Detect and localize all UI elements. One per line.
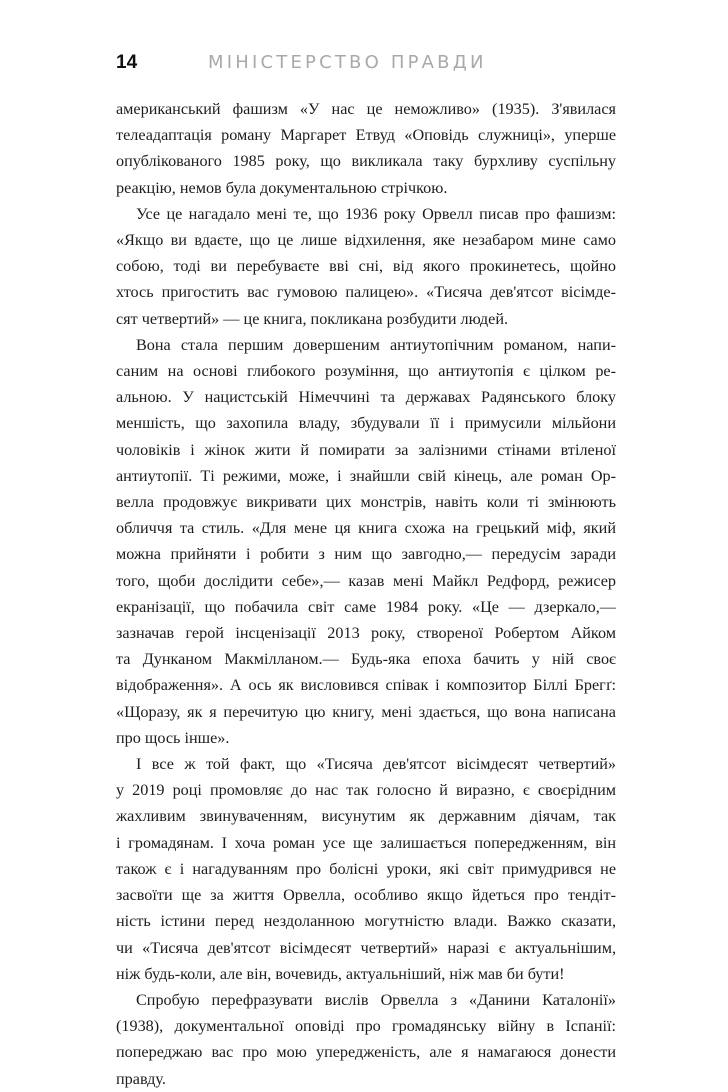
text-line: жахливим звинуваченням, висунутим як державним діячам, так xyxy=(116,807,616,826)
text-line: «Якщо ви вдаєте, що це лише відхилення, яке незабаром мине само xyxy=(116,231,616,250)
text-line: можна прийняти і робити з ним що завгодно,— передусім заради xyxy=(116,545,616,564)
text-line: попереджаю вас про мою упередженість, але я намагаюся донести xyxy=(116,1043,616,1062)
text-line: велла продовжує викривати цих монстрів, навіть коли ті змінюють xyxy=(116,493,616,512)
text-line: обличчя та стиль. «Для мене ця книга схожа на грецький міф, який xyxy=(116,519,616,538)
text-line: відображення». А ось як висловився співак і композитор Біллі Брегґ: xyxy=(116,676,616,695)
text-line: про щось інше». xyxy=(116,728,230,747)
text-line: Усе це нагадало мені те, що 1936 року Орвелл писав про фашизм: xyxy=(136,204,616,223)
text-line: ність істини перед нездоланною могутністю влади. Важко сказати, xyxy=(116,912,616,931)
text-line: «Щоразу, як я перечитую цю книгу, мені здається, що вона написана xyxy=(116,702,616,721)
text-line: реакцію, немов була документальною стрічкою. xyxy=(116,178,448,197)
text-line: І все ж той факт, що «Тисяча дев'ятсот вісімдесят четвертий» xyxy=(136,755,616,774)
text-line: саним на основі глибокого розуміння, що антиутопія є цілком ре- xyxy=(116,362,616,381)
text-line: і громадянам. І хоча роман усе ще залишається попередженням, він xyxy=(116,833,616,852)
running-title: МІНІСТЕРСТВО ПРАВДИ xyxy=(208,52,487,73)
body-text xyxy=(116,96,616,1092)
running-header xyxy=(116,52,616,74)
text-line: також є і нагадуванням про болісні уроки, які світ примудрився не xyxy=(116,859,616,878)
text-line: телеадаптація роману Маргарет Етвуд «Оповідь служниці», уперше xyxy=(116,126,616,145)
paragraph xyxy=(116,332,616,751)
text-line: хтось пригостить вас гумовою палицею». «Тисяча дев'ятсот вісімде- xyxy=(116,283,616,302)
text-line: чи «Тисяча дев'ятсот вісімдесят четвертий» наразі є актуальнішим, xyxy=(116,938,616,957)
text-line: сят четвертий» — це книга, покликана розбудити людей. xyxy=(116,309,509,328)
text-line: (1938), документальної оповіді про громадянську війну в Іспанії: xyxy=(116,1017,616,1036)
paragraph xyxy=(116,96,616,201)
text-line: засвоїти ще за життя Орвелла, особливо якщо йдеться про тендіт- xyxy=(116,886,616,905)
text-line: зазначав герой інсценізації 2013 року, створеної Робертом Айком xyxy=(116,624,616,643)
text-line: альною. У нацистській Німеччині та державах Радянського блоку xyxy=(116,388,616,407)
text-line: американський фашизм «У нас це неможливо» (1935). З'явилася xyxy=(116,100,616,118)
text-line: чоловіків і жінок жити й помирати за залізними стінами втіленої xyxy=(116,440,616,459)
text-line: Вона стала першим довершеним антиутопічним романом, напи- xyxy=(136,335,616,354)
paragraph xyxy=(116,751,616,987)
text-line: ніж будь-коли, але він, вочевидь, актуальніший, ніж мав би бути! xyxy=(116,964,565,983)
paragraph xyxy=(116,987,616,1092)
text-line: та Дунканом Макмілланом.— Будь-яка епоха бачить у ній своє xyxy=(116,650,616,669)
text-line: антиутопії. Ті режими, може, і знайшли свій кінець, але роман Ор- xyxy=(116,466,616,485)
text-line: у 2019 році промовляє до нас так голосно й виразно, є своєрідним xyxy=(116,781,616,800)
page-number: 14 xyxy=(116,52,138,73)
text-line: правду. xyxy=(116,1069,166,1088)
text-line: Спробую перефразувати вислів Орвелла з «Данини Каталонії» xyxy=(136,990,616,1009)
text-line: собою, тоді ви перебуваєте вві сні, від якого прокинетесь, щойно xyxy=(116,257,616,276)
text-line: меншість, що захопила владу, збудували її і примусили мільйони xyxy=(116,414,616,433)
paragraph xyxy=(116,201,616,332)
text-line: того, щоби дослідити себе»,— казав мені Майкл Редфорд, режисер xyxy=(116,571,616,590)
text-line: опублікованого 1985 року, що викликала таку бурхливу суспільну xyxy=(116,152,616,171)
text-line: екранізації, що побачила світ саме 1984 року. «Це — дзеркало,— xyxy=(116,597,616,616)
